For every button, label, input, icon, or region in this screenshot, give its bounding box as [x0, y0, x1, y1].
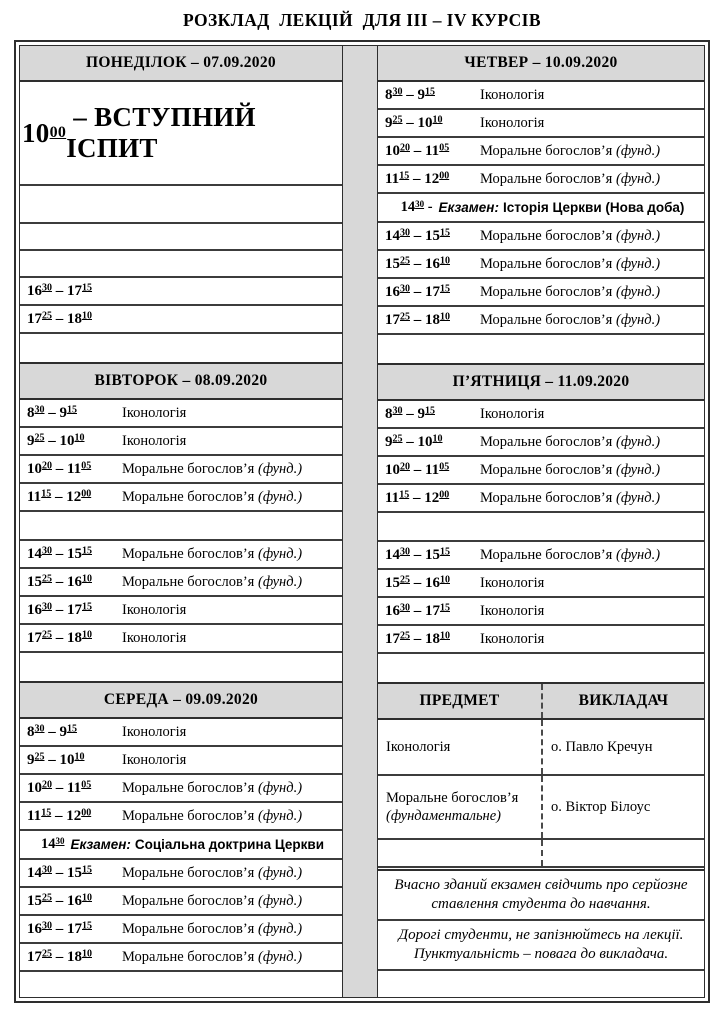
exam-title: Історія Церкви (Нова доба)	[502, 200, 685, 215]
right-column	[377, 45, 705, 998]
subject-label: Іконологія	[122, 723, 187, 740]
subject-label: Іконологія	[122, 432, 187, 449]
time-range: $8^{30} - 9^{15}$	[385, 86, 435, 103]
empty-row	[378, 513, 704, 542]
teacher-cell: о. Павло Кречун	[541, 720, 704, 774]
lesson-row	[378, 223, 704, 251]
empty-row	[378, 971, 704, 998]
subject-label: Моральне богослов’я (фунд.)	[480, 227, 661, 244]
time-range: $11^{15} - 12^{00}$	[27, 488, 92, 505]
exam-title: Соціальна доктрина Церкви	[134, 837, 324, 852]
time-range: $17^{25} - 18^{10}$	[385, 630, 450, 647]
subject-label: Іконологія	[122, 629, 187, 646]
empty-row	[20, 972, 342, 998]
lesson-row	[378, 138, 704, 166]
page-title: РОЗКЛАД ЛЕКЦІЙ ДЛЯ III – IV КУРСІВ	[183, 10, 541, 30]
subject-cell	[378, 840, 541, 866]
subject-label: Іконологія	[122, 601, 187, 618]
time-range: $11^{15} - 12^{00}$	[27, 807, 92, 824]
time-range: $10^{20} - 11^{05}$	[385, 142, 450, 159]
lesson-row	[20, 597, 342, 625]
lesson-row	[378, 82, 704, 110]
time-range: $10^{20} - 11^{05}$	[27, 460, 92, 477]
subject-cell: Іконологія	[386, 738, 451, 755]
time-range: $9^{25} - 10^{10}$	[385, 114, 443, 131]
exam-time: $14^{30}$ -	[400, 199, 433, 215]
time-range: $14^{30} - 15^{15}$	[385, 546, 450, 563]
day-section	[20, 46, 342, 361]
subject-label: Іконологія	[480, 630, 545, 647]
time-range: $15^{25} - 16^{10}$	[27, 892, 92, 909]
lesson-row	[20, 569, 342, 597]
lesson-row	[20, 278, 342, 306]
subject-label: Іконологія	[480, 574, 545, 591]
day-header: ВІВТОРОК – 08.09.2020	[20, 364, 342, 400]
subject-label: Іконологія	[480, 86, 545, 103]
subject-label: Моральне богослов’я (фунд.)	[480, 546, 661, 563]
subject-label: Моральне богослов’я (фунд.)	[480, 461, 661, 478]
left-column	[19, 45, 343, 998]
subject-cell: Моральне богослов’я (фундаментальне)	[386, 789, 519, 824]
time-range: $16^{30} - 17^{15}$	[27, 601, 92, 618]
lesson-row	[20, 944, 342, 972]
lesson-row	[378, 166, 704, 194]
lesson-row	[20, 747, 342, 775]
empty-row	[378, 335, 704, 362]
lesson-row	[20, 400, 342, 428]
lesson-row	[20, 719, 342, 747]
subject-label: Моральне богослов’я (фунд.)	[122, 892, 303, 909]
subject-label: Моральне богослов’я (фунд.)	[122, 948, 303, 965]
empty-row	[20, 334, 342, 361]
lesson-row	[378, 110, 704, 138]
time-range: $14^{30} - 15^{15}$	[385, 227, 450, 244]
subject-label: Моральне богослов’я (фунд.)	[122, 864, 303, 881]
time-range: $11^{15} - 12^{00}$	[385, 170, 450, 187]
subject-label: Моральне богослов’я (фунд.)	[122, 807, 303, 824]
time-range: $8^{30} - 9^{15}$	[385, 405, 435, 422]
subject-label: Моральне богослов’я (фунд.)	[122, 460, 303, 477]
day-header: ЧЕТВЕР – 10.09.2020	[378, 46, 704, 82]
day-header: ПОНЕДІЛОК – 07.09.2020	[20, 46, 342, 82]
subject-label: Моральне богослов’я (фунд.)	[480, 283, 661, 300]
time-range: $16^{30} - 17^{15}$	[27, 920, 92, 937]
subject-label: Моральне богослов’я (фунд.)	[480, 311, 661, 328]
day-section	[378, 46, 704, 362]
exam-label: Екзамен:	[70, 837, 131, 852]
subject-column-header: ПРЕДМЕТ	[419, 692, 500, 709]
lesson-row	[20, 916, 342, 944]
teacher-table-header	[378, 684, 704, 720]
day-section	[20, 362, 342, 680]
time-range: $16^{30} - 17^{15}$	[385, 283, 450, 300]
day-section	[378, 363, 704, 681]
column-gutter	[343, 45, 377, 998]
empty-row	[20, 512, 342, 541]
time-range: $17^{25} - 18^{10}$	[27, 948, 92, 965]
lesson-row	[378, 598, 704, 626]
time-range: $14^{30} - 15^{15}$	[27, 545, 92, 562]
lesson-row	[20, 428, 342, 456]
teacher-cell	[541, 840, 704, 866]
time-range: $9^{25} - 10^{10}$	[27, 432, 85, 449]
time-range: $15^{25} - 16^{10}$	[385, 255, 450, 272]
empty-row	[20, 224, 342, 251]
lesson-row	[378, 279, 704, 307]
time-range: $9^{25} - 10^{10}$	[385, 433, 443, 450]
subject-label: Іконологія	[480, 602, 545, 619]
lesson-row	[20, 541, 342, 569]
lesson-row	[378, 457, 704, 485]
lesson-row	[20, 803, 342, 831]
empty-row	[20, 653, 342, 680]
note-row: Вчасно зданий екзамен свідчить про серйозне ставлення студента до навчання.	[378, 871, 704, 921]
time-range: $15^{25} - 16^{10}$	[385, 574, 450, 591]
time-range: $10^{20} - 11^{05}$	[385, 461, 450, 478]
time-range: $9^{25} - 10^{10}$	[27, 751, 85, 768]
entrance-exam-row: 10 00 – ВСТУПНИЙ ІСПИТ	[20, 82, 342, 186]
subject-label: Моральне богослов’я (фунд.)	[480, 255, 661, 272]
lesson-row	[20, 306, 342, 334]
lesson-row	[378, 429, 704, 457]
lesson-row	[378, 401, 704, 429]
empty-row	[378, 654, 704, 681]
lesson-row	[20, 888, 342, 916]
subject-label: Моральне богослов’я (фунд.)	[122, 779, 303, 796]
subject-label: Моральне богослов’я (фунд.)	[480, 170, 661, 187]
time-range: $8^{30} - 9^{15}$	[27, 404, 77, 421]
teacher-cell: о. Віктор Білоус	[541, 776, 704, 838]
notes-section	[378, 869, 704, 998]
time-range: $16^{30} - 17^{15}$	[27, 282, 92, 299]
subject-label: Моральне богослов’я (фунд.)	[480, 433, 661, 450]
time-range: $8^{30} - 9^{15}$	[27, 723, 77, 740]
empty-row	[20, 186, 342, 224]
time-range: $14^{30} - 15^{15}$	[27, 864, 92, 881]
subject-label: Моральне богослов’я (фунд.)	[122, 920, 303, 937]
exam-row	[20, 831, 342, 860]
lesson-row	[20, 775, 342, 803]
empty-row	[20, 251, 342, 278]
time-range: $11^{15} - 12^{00}$	[385, 489, 450, 506]
lesson-row	[378, 307, 704, 335]
subject-label: Моральне богослов’я (фунд.)	[122, 545, 303, 562]
time-range: $17^{25} - 18^{10}$	[27, 310, 92, 327]
time-range: $15^{25} - 16^{10}$	[27, 573, 92, 590]
lesson-row	[378, 251, 704, 279]
teacher-row	[378, 720, 704, 776]
exam-time: $14^{30}$	[40, 836, 65, 852]
note-row: Дорогі студенти, не запізнюйтесь на лекції. Пунктуальність – повага до викладача.	[378, 921, 704, 971]
schedule-table	[14, 40, 710, 1003]
time-range: $16^{30} - 17^{15}$	[385, 602, 450, 619]
teacher-row	[378, 776, 704, 840]
subject-label: Іконологія	[122, 751, 187, 768]
subject-label: Моральне богослов’я (фунд.)	[122, 573, 303, 590]
subject-label: Іконологія	[122, 404, 187, 421]
time-range: $17^{25} - 18^{10}$	[27, 629, 92, 646]
lesson-row	[378, 570, 704, 598]
exam-label: Екзамен:	[438, 200, 499, 215]
exam-row	[378, 194, 704, 223]
lesson-row	[20, 860, 342, 888]
time-range: $10^{20} - 11^{05}$	[27, 779, 92, 796]
lesson-row	[378, 485, 704, 513]
lesson-row	[20, 484, 342, 512]
subject-label: Моральне богослов’я (фунд.)	[122, 488, 303, 505]
teacher-row	[378, 840, 704, 868]
day-header: П’ЯТНИЦЯ – 11.09.2020	[378, 365, 704, 401]
lesson-row	[20, 625, 342, 653]
subject-label: Іконологія	[480, 405, 545, 422]
lesson-row	[20, 456, 342, 484]
time-range: $17^{25} - 18^{10}$	[385, 311, 450, 328]
day-header: СЕРЕДА – 09.09.2020	[20, 683, 342, 719]
day-section	[20, 681, 342, 998]
subject-label: Моральне богослов’я (фунд.)	[480, 142, 661, 159]
teacher-table	[378, 682, 704, 868]
teacher-column-header: ВИКЛАДАЧ	[541, 684, 704, 718]
subject-label: Моральне богослов’я (фунд.)	[480, 489, 661, 506]
lesson-row	[378, 542, 704, 570]
subject-label: Іконологія	[480, 114, 545, 131]
lesson-row	[378, 626, 704, 654]
